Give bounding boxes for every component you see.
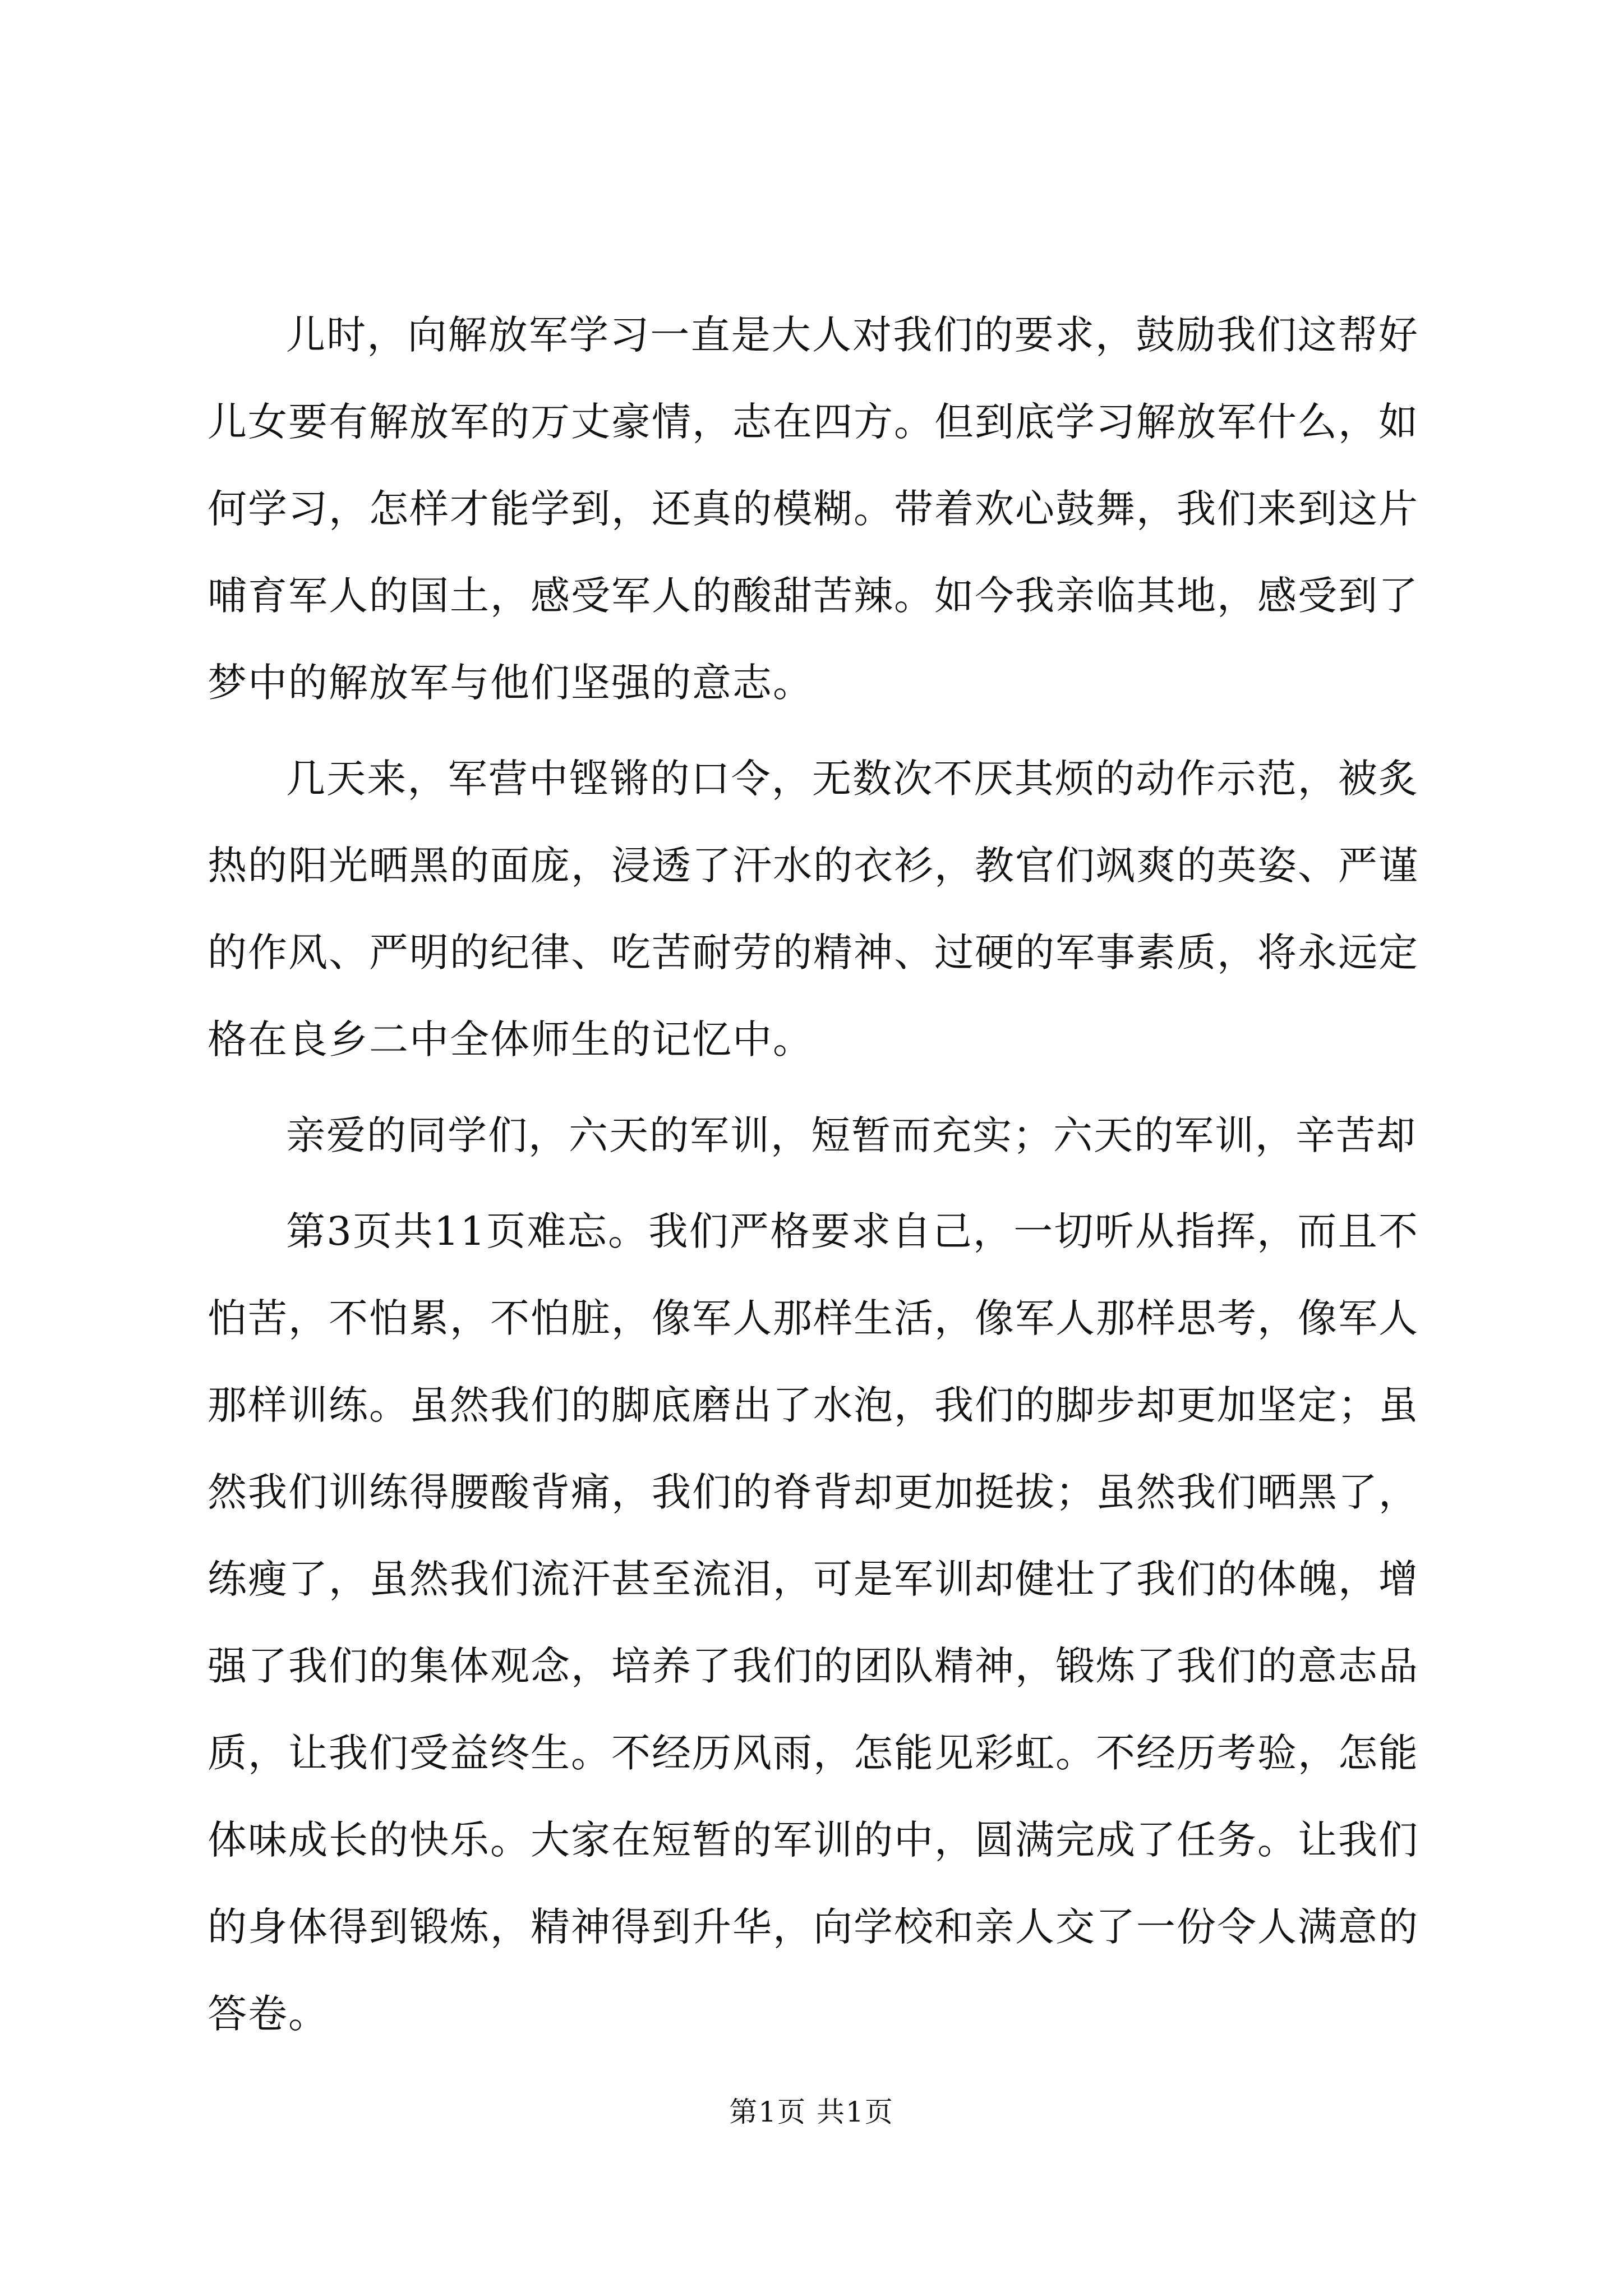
paragraph-classmates: 亲爱的同学们，六天的军训，短暂而充实；六天的军训，辛苦却: [286, 1112, 1417, 1158]
document-body: [208, 292, 1419, 2067]
paragraph-childhood: 儿时，向解放军学习一直是大人对我们的要求，鼓励我们这帮好儿女要有解放军的万丈豪情，志在四方。但到底学习解放军什么，如何学习，怎样才能学到，还真的模糊。带着欢心鼓舞，我们来到这片哺育军人的国土，感受军人的酸甜苦辣。如今我亲临其地，感受到了梦中的解放军与他们坚强的意志。: [208, 312, 1419, 706]
paragraph-barracks: 几天来，军营中铿锵的口令，无数次不厌其烦的动作示范，被炙热的阳光晒黑的面庞，浸透了汗水的衣衫，教官们飒爽的英姿、严谨的作风、严明的纪律、吃苦耐劳的精神、过硬的军事素质，将永远定格在良乡二中全体师生的记忆中。: [208, 756, 1419, 1062]
paragraph-memorable: 第3页共11页难忘。我们严格要求自己，一切听从指挥，而且不怕苦，不怕累，不怕脏，像军人那样生活，像军人那样思考，像军人那样训练。虽然我们的脚底磨出了水泡，我们的脚步却更加坚定；虽然我们训练得腰酸背痛，我们的脊背却更加挺拔；虽然我们晒黑了，练瘦了，虽然我们流汗甚至流泪，可是军训却健壮了我们的体魄，增强了我们的集体观念，培养了我们的团队精神，锻炼了我们的意志品质，让我们受益终生。不经历风雨，怎能见彩虹。不经历考验，怎能体味成长的快乐。大家在短暂的军训的中，圆满完成了任务。让我们的身体得到锻炼，精神得到升华，向学校和亲人交了一份令人满意的答卷。: [208, 1208, 1419, 2037]
page-footer: 第1页 共1页: [729, 2096, 894, 2128]
